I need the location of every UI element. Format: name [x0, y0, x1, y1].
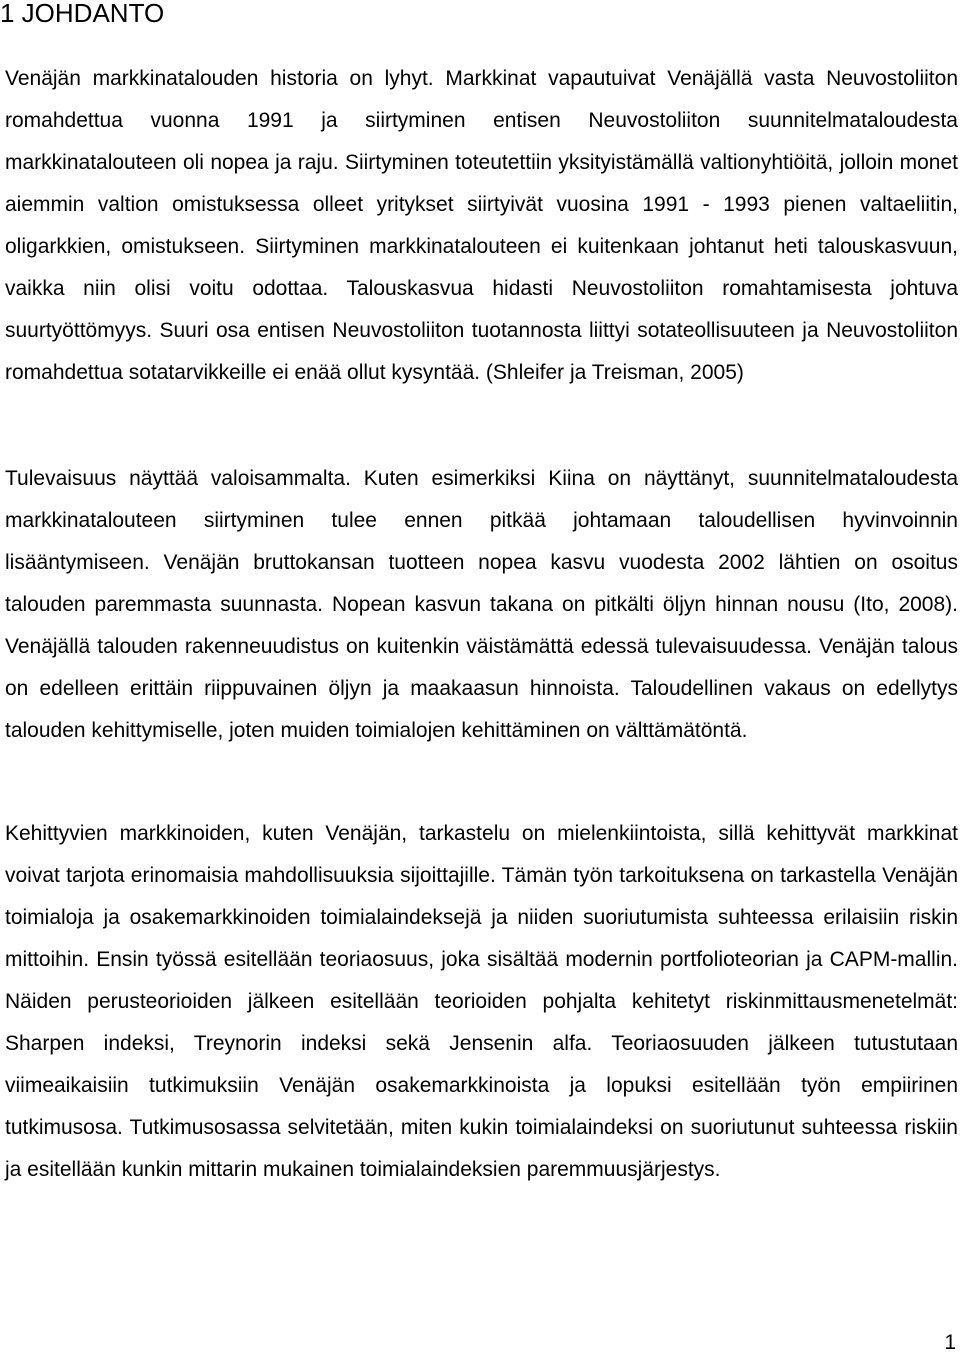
- paragraph-history: Venäjän markkinatalouden historia on lyhyt. Markkinat vapautuivat Venäjällä vasta Neuvostoliiton romahdettua vuonna 1991 ja siirtyminen entisen Neuvostoliiton suunnitelmataloudesta markkinatalouteen oli nopea ja raju. Siirtyminen toteutettiin yksityistämällä valtionyhtiöitä, jolloin monet aiemmin valtion omistuksessa olleet yritykset siirtyivät vuosina 1991 - 1993 pienen valtaeliitin, oligarkkien, omistukseen. Siirtyminen markkinatalouteen ei kuitenkaan johtanut heti talouskasvuun, vaikka niin olisi voitu odottaa. Talouskasvua hidasti Neuvostoliiton romahtamisesta johtuva suurtyöttömyys. Suuri osa entisen Neuvostoliiton tuotannosta liittyi sotateollisuuteen ja Neuvostoliiton romahdettua sotatarvikkeille ei enää ollut kysyntää. (Shleifer ja Treisman, 2005): [5, 67, 958, 384]
- page-number: 1: [944, 1331, 956, 1354]
- paragraph-future: Tulevaisuus näyttää valoisammalta. Kuten esimerkiksi Kiina on näyttänyt, suunnitelmataloudesta markkinatalouteen siirtyminen tulee ennen pitkää johtamaan taloudellisen hyvinvoinnin lisääntymiseen. Venäjän bruttokansan tuotteen nopea kasvu vuodesta 2002 lähtien on osoitus talouden paremmasta suunnasta. Nopean kasvun takana on pitkälti öljyn hinnan nousu (Ito, 2008). Venäjällä talouden rakenneuudistus on kuitenkin väistämättä edessä tulevaisuudessa. Venäjän talous on edelleen erittäin riippuvainen öljyn ja maakaasun hinnoista. Taloudellinen vakaus on edellytys talouden kehittymiselle, joten muiden toimialojen kehittäminen on välttämätöntä.: [5, 467, 958, 742]
- section-heading: 1 JOHDANTO: [0, 0, 165, 28]
- paragraph-purpose: Kehittyvien markkinoiden, kuten Venäjän, tarkastelu on mielenkiintoista, sillä kehittyvät markkinat voivat tarjota erinomaisia mahdollisuuksia sijoittajille. Tämän työn tarkoituksena on tarkastella Venäjän toimialoja ja osakemarkkinoiden toimialaindeksejä ja niiden suoriutumista suhteessa erilaisiin riskin mittoihin. Ensin työssä esitellään teoriaosuus, joka sisältää modernin portfolioteorian ja CAPM-mallin. Näiden perusteorioiden jälkeen esitellään teorioiden pohjalta kehitetyt riskinmittausmenetelmät: Sharpen indeksi, Treynorin indeksi sekä Jensenin alfa. Teoriaosuuden jälkeen tutustutaan viimeaikaisiin tutkimuksiin Venäjän osakemarkkinoista ja lopuksi esitellään työn empiirinen tutkimusosa. Tutkimusosassa selvitetään, miten kukin toimialaindeksi on suoriutunut suhteessa riskiin ja esitellään kunkin mittarin mukainen toimialaindeksien paremmuusjärjestys.: [5, 822, 958, 1181]
